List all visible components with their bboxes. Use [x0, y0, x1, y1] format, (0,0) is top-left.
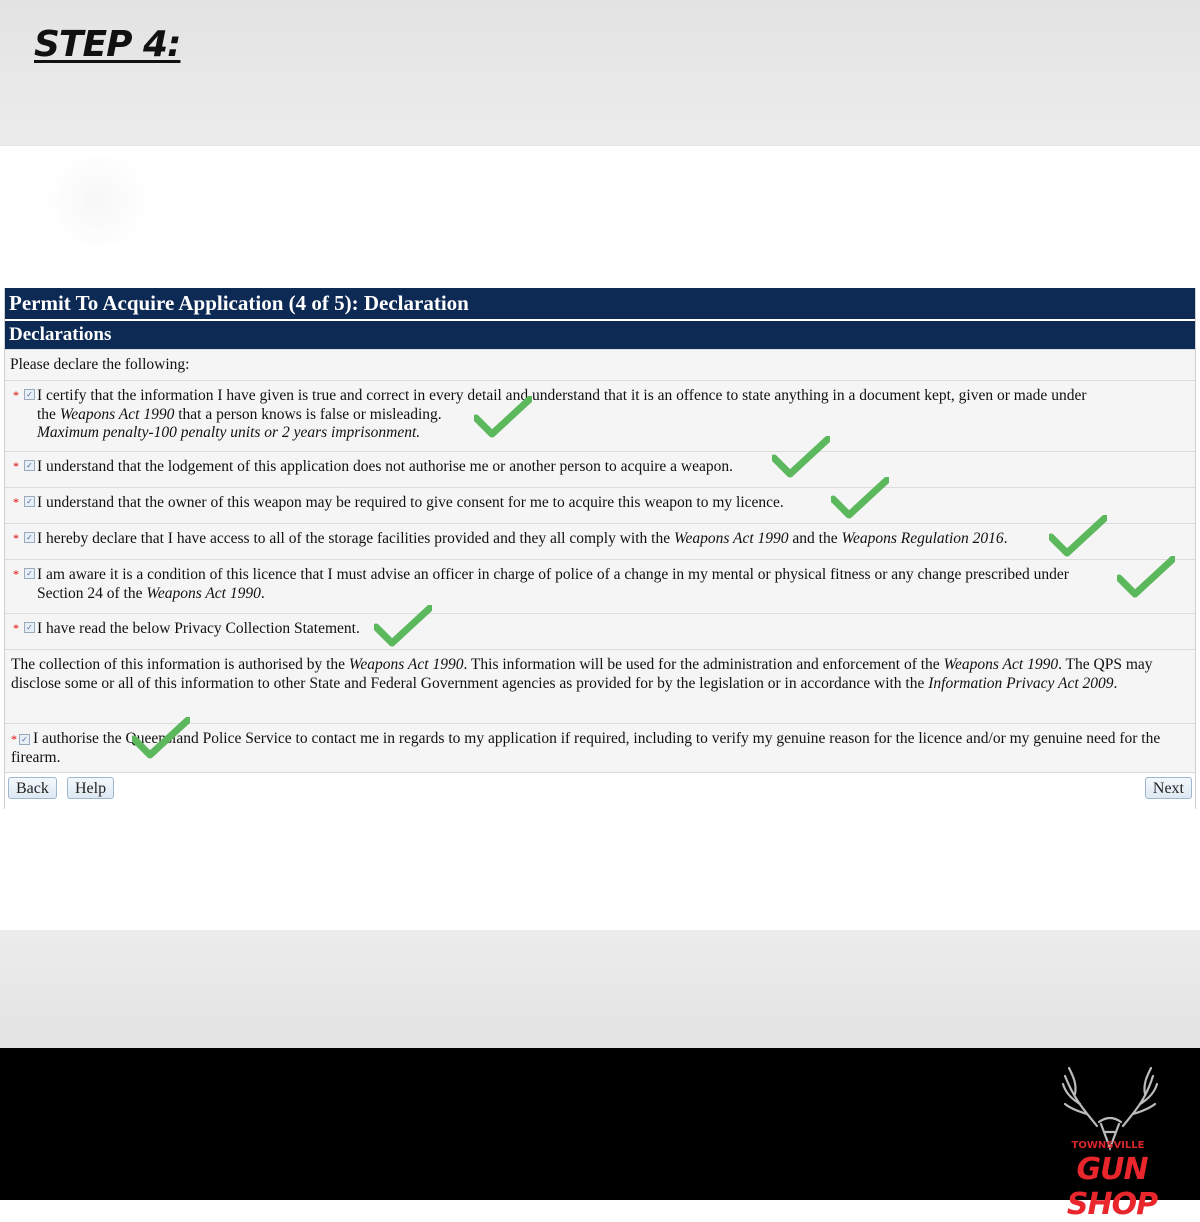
- required-marker: *: [13, 531, 19, 545]
- back-button[interactable]: Back: [8, 777, 57, 799]
- top-banner: [0, 0, 1200, 145]
- faint-logo-image: [35, 156, 160, 246]
- declaration-row-3: [5, 487, 1195, 523]
- green-check-icon: [1049, 515, 1107, 557]
- green-check-icon: [831, 477, 889, 519]
- text-segment: .: [1113, 674, 1118, 692]
- button-bar: [5, 772, 1195, 809]
- declaration-text-6: I have read the below Privacy Collection Statement.: [37, 620, 360, 637]
- declaration-1-penalty: [37, 424, 1155, 443]
- bottom-banner: [0, 930, 1200, 1048]
- declaration-checkbox-5[interactable]: ✓: [24, 568, 35, 579]
- text-segment: .: [260, 584, 265, 602]
- declaration-checkbox-1[interactable]: ✓: [24, 389, 35, 400]
- declaration-text-1: [37, 387, 1155, 406]
- green-check-icon: [374, 605, 432, 647]
- townsville-gun-shop-logo: [1035, 1056, 1185, 1222]
- act-name: Weapons Act 1990: [146, 584, 261, 602]
- authorise-checkbox[interactable]: ✓: [19, 734, 30, 745]
- text-segment: that a person knows is false or misleading.: [174, 405, 442, 423]
- text-segment: .: [1003, 530, 1008, 547]
- intro-text: Please declare the following:: [5, 349, 1195, 380]
- required-marker: *: [13, 495, 19, 509]
- required-marker: *: [13, 388, 19, 402]
- declaration-5-line1: I am aware it is a condition of this licence that I must advise an officer in charge of police of a change in my mental or physical fitness or any change prescribed under: [37, 566, 1069, 583]
- declaration-checkbox-6[interactable]: ✓: [24, 622, 35, 633]
- declaration-row-1: [5, 380, 1195, 451]
- text-segment: the: [37, 405, 60, 423]
- green-check-icon: [132, 717, 190, 759]
- text-segment: . This information will be used for the administration and enforcement of the: [463, 656, 944, 673]
- green-check-icon: [474, 396, 532, 438]
- declaration-row-6: [5, 613, 1195, 649]
- text-segment: I hereby declare that I have access to all of the storage facilities provided and they all comply with the: [37, 530, 674, 547]
- step-title: STEP 4:: [34, 24, 181, 65]
- act-name: Weapons Act 1990: [673, 530, 789, 547]
- declaration-row-4: [5, 523, 1195, 559]
- text-segment: Section 24 of the: [37, 584, 147, 602]
- deer-antlers-icon: [1035, 1056, 1185, 1151]
- next-button[interactable]: Next: [1145, 777, 1192, 799]
- declaration-text-3: I understand that the owner of this weapon may be required to give consent for me to acquire this weapon to my licence.: [37, 494, 784, 511]
- declaration-checkbox-4[interactable]: ✓: [24, 532, 35, 543]
- text-segment: The collection of this information is authorised by the: [11, 656, 349, 673]
- declaration-checkbox-2[interactable]: ✓: [24, 460, 35, 471]
- required-marker: *: [11, 732, 17, 746]
- green-check-icon: [772, 436, 830, 478]
- green-check-icon: [1117, 556, 1175, 598]
- logo-text-gun-shop: GUN SHOP: [1066, 1152, 1158, 1222]
- section-title: Declarations: [5, 321, 1195, 349]
- declaration-checkbox-3[interactable]: ✓: [24, 496, 35, 507]
- declaration-text-2: I understand that the lodgement of this application does not authorise me or another person to acquire a weapon.: [37, 458, 734, 475]
- declaration-row-2: [5, 451, 1195, 487]
- form-title: Permit To Acquire Application (4 of 5): Declaration: [5, 288, 1195, 321]
- required-marker: *: [13, 621, 19, 635]
- screenshot-panel: [0, 145, 1200, 931]
- act-name: Weapons Act 1990: [59, 405, 175, 423]
- required-marker: *: [13, 459, 19, 473]
- declaration-1-line1: I certify that the information I have given is true and correct in every detail and understand that it is an offence to state anything in a document kept, given or made under: [37, 387, 1087, 404]
- act-name: Information Privacy Act 2009: [928, 674, 1114, 692]
- act-name: Weapons Act 1990: [348, 656, 464, 673]
- act-name: Weapons Act 1990: [943, 656, 1059, 673]
- privacy-collection-statement: [5, 649, 1195, 723]
- declaration-5-line2: [37, 585, 1155, 604]
- required-marker: *: [13, 567, 19, 581]
- declaration-1-line2: [37, 406, 1155, 425]
- declaration-text-4: [37, 530, 1008, 547]
- penalty-text: Maximum penalty-100 penalty units or 2 years imprisonment.: [37, 424, 421, 441]
- authorise-text: I authorise the Queensland Police Service to contact me in regards to my application if required, including to verify my genuine reason for the licence and/or my genuine need for the firearm.: [11, 730, 1161, 766]
- text-segment: . The QPS may disclose some or all of this information to other State and Federal Government agencies as provided for by the legislation or in accordance with the: [11, 656, 1153, 692]
- declaration-row-5: [5, 559, 1195, 613]
- regulation-name: Weapons Regulation 2016: [841, 530, 1004, 547]
- help-button[interactable]: Help: [67, 777, 114, 799]
- logo-text-townsville: TOWNSVILLE: [1071, 1140, 1145, 1151]
- footer: [0, 1048, 1200, 1222]
- text-segment: and the: [788, 530, 842, 547]
